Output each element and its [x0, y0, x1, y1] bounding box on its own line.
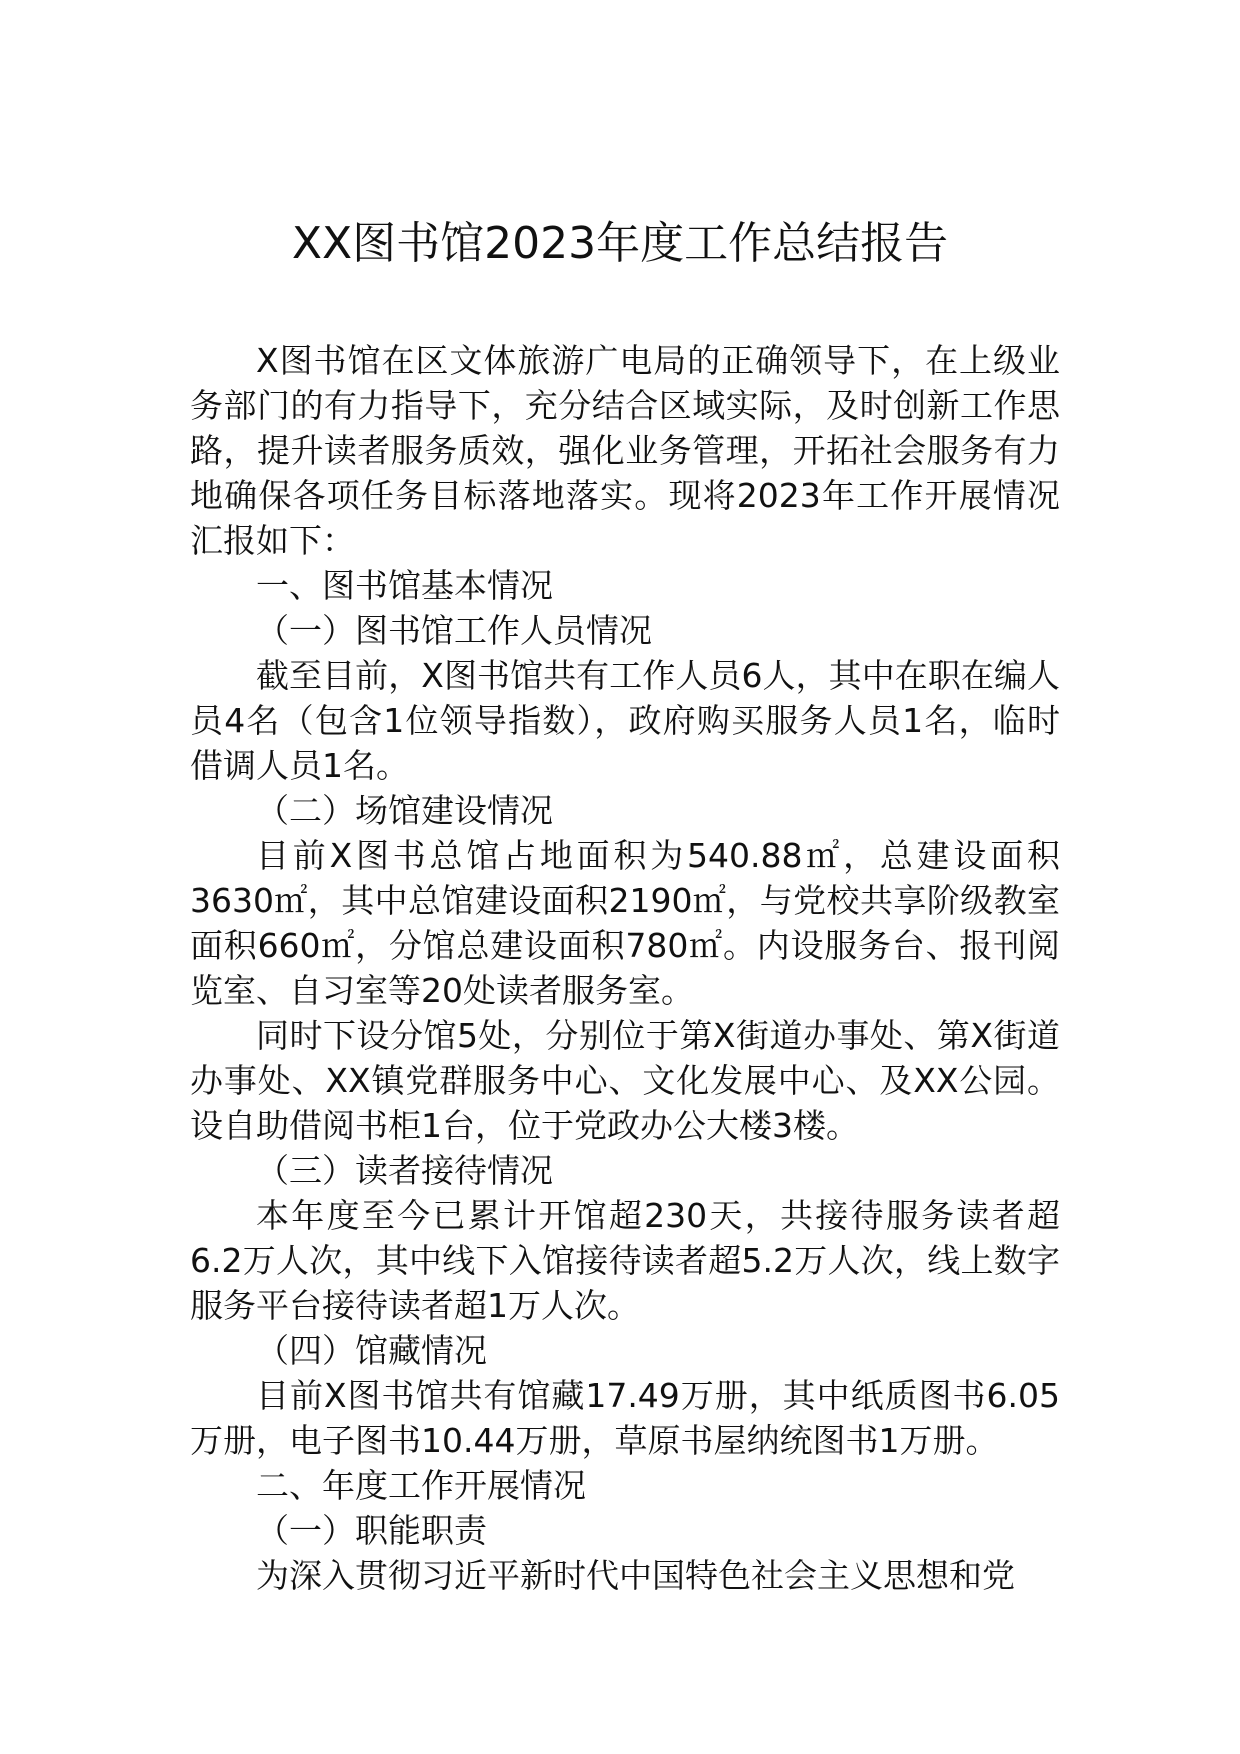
- duties-paragraph: 为深入贯彻习近平新时代中国特色社会主义思想和党: [256, 1556, 1015, 1595]
- subsection-heading-staff: （一）图书馆工作人员情况: [256, 611, 652, 650]
- readers-paragraph: 本年度至今已累计开馆超230天，共接待服务读者超6.2万人次，其中线下入馆接待读者超5.2万人次，线上数字服务平台接待读者超1万人次。: [190, 1196, 1060, 1325]
- staff-paragraph: 截至目前，X图书馆共有工作人员6人，其中在职在编人员4名（包含1位领导指数），政府购买服务人员1名，临时借调人员1名。: [190, 656, 1060, 785]
- document-title: XX图书馆2023年度工作总结报告: [291, 218, 949, 269]
- subsection-heading-duties: （一）职能职责: [256, 1511, 487, 1550]
- venue-paragraph: 目前X图书总馆占地面积为540.88㎡，总建设面积3630㎡，其中总馆建设面积2190㎡，与党校共享阶级教室面积660㎡，分馆总建设面积780㎡。内设服务台、报刊阅览室、自习室等20处读者服务室。: [190, 836, 1060, 1010]
- document-body: [190, 338, 1060, 1598]
- collection-paragraph: 目前X图书馆共有馆藏17.49万册，其中纸质图书6.05万册，电子图书10.44万册，草原书屋纳统图书1万册。: [190, 1376, 1060, 1460]
- subsection-heading-venue: （二）场馆建设情况: [256, 791, 553, 830]
- subsection-heading-readers: （三）读者接待情况: [256, 1151, 553, 1190]
- intro-paragraph: X图书馆在区文体旅游广电局的正确领导下，在上级业务部门的有力指导下，充分结合区域实际，及时创新工作思路，提升读者服务质效，强化业务管理，开拓社会服务有力地确保各项任务目标落地落实。现将2023年工作开展情况汇报如下：: [190, 341, 1060, 560]
- branch-paragraph: 同时下设分馆5处，分别位于第X街道办事处、第X街道办事处、XX镇党群服务中心、文化发展中心、及XX公园。设自助借阅书柜1台，位于党政办公大楼3楼。: [190, 1016, 1060, 1145]
- section-heading-2: 二、年度工作开展情况: [256, 1466, 586, 1505]
- section-heading-1: 一、图书馆基本情况: [256, 566, 553, 605]
- subsection-heading-collection: （四）馆藏情况: [256, 1331, 487, 1370]
